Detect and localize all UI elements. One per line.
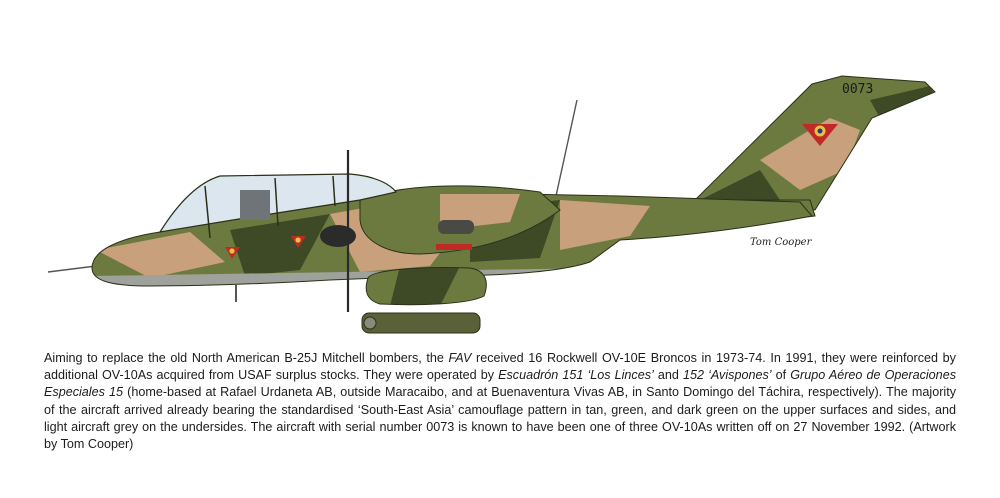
caption-text: Aiming to replace the old North American B-25J Mitchell bombers, the <box>44 351 449 365</box>
tail-fin <box>690 76 935 210</box>
tail-serial: 0073 <box>842 82 874 97</box>
gun-pod <box>366 266 486 306</box>
rocket-pod <box>362 313 480 333</box>
caption-text: (home-based at Rafael Urdaneta AB, outside Maracaibo, and at Buenaventura Vivas AB, in Santo Domingo del Táchira, respectively). The majority of the aircraft arrived already bearing the standardised ‘South-East Asia’ camouflage pattern in tan, green, and dark green on the upper surfaces and sides, and light aircraft grey on the undersides. The aircraft with serial number 0073 is known to have been one of three OV-10As written off on 27 November 1992. (Artwork by Tom Cooper) <box>44 385 956 452</box>
caption-italic: Escuadrón 151 ‘Los Linces’ <box>498 368 654 383</box>
propeller-spinner <box>320 225 356 247</box>
caption-text: of <box>771 368 791 383</box>
caption-italic: FAV <box>448 351 472 365</box>
caption-text: and <box>653 368 683 383</box>
artist-signature: Tom Cooper <box>750 237 812 248</box>
exhaust <box>438 220 474 234</box>
caption-italic: Grupo Aéreo de Operaciones Especiales 15 <box>44 368 956 400</box>
caption-italic: 152 ‘Avispones’ <box>683 368 772 383</box>
pitot-probe <box>48 266 96 272</box>
radio-antenna <box>556 100 577 196</box>
caption-text: received 16 Rockwell OV-10E Broncos in 1973-74. In 1991, they were reinforced by additional OV-10As acquired from USAF surplus stocks. They were operated by <box>44 351 956 383</box>
caption <box>44 350 956 453</box>
